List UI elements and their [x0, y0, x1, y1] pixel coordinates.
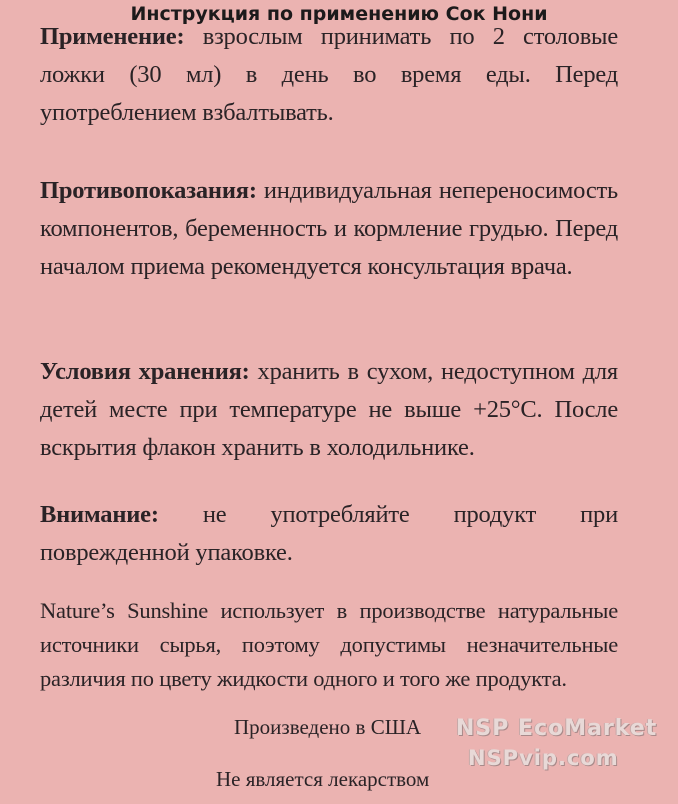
not-medicine-label: Не является лекарством — [216, 767, 430, 791]
made-in-label: Произведено в США — [234, 715, 422, 739]
section-text-storage: хранить в сухом, недоступном для детей месте при температуре не выше +25°С. После вскрытия флакон хранить в холодильнике. — [40, 358, 619, 461]
section-contraindications — [40, 172, 618, 286]
section-storage — [40, 353, 618, 467]
section-heading-storage: Условия хранения: — [40, 358, 250, 385]
manufacturer-note: Nature’s Sunshine использует в производстве натуральные источники сырья, поэтому допустимы незначительные различия по цвету жидкости одного и того же продукта. — [40, 598, 618, 691]
section-attention — [40, 496, 618, 572]
section-text-contraindications: индивидуальная непереносимость компонентов, беременность и кормление грудью. Перед началом приема рекомендуется консультация врача. — [40, 177, 618, 280]
watermark-line1: NSP EcoMarket — [456, 716, 658, 741]
section-heading-contraindications: Противопоказания: — [40, 177, 257, 204]
section-text-usage: взрослым принимать по 2 столовые ложки (30 мл) в день во время еды. Перед употреблением взбалтывать. — [40, 23, 618, 126]
section-usage — [40, 18, 618, 132]
section-text-attention: не употребляйте продукт при поврежденной упаковке. — [40, 501, 618, 566]
watermark-line2: NSPvip.com — [468, 746, 619, 770]
page-title: Инструкция по применению Сок Нони — [130, 3, 548, 25]
section-heading-usage: Применение: — [40, 23, 185, 50]
section-heading-attention: Внимание: — [40, 501, 159, 528]
